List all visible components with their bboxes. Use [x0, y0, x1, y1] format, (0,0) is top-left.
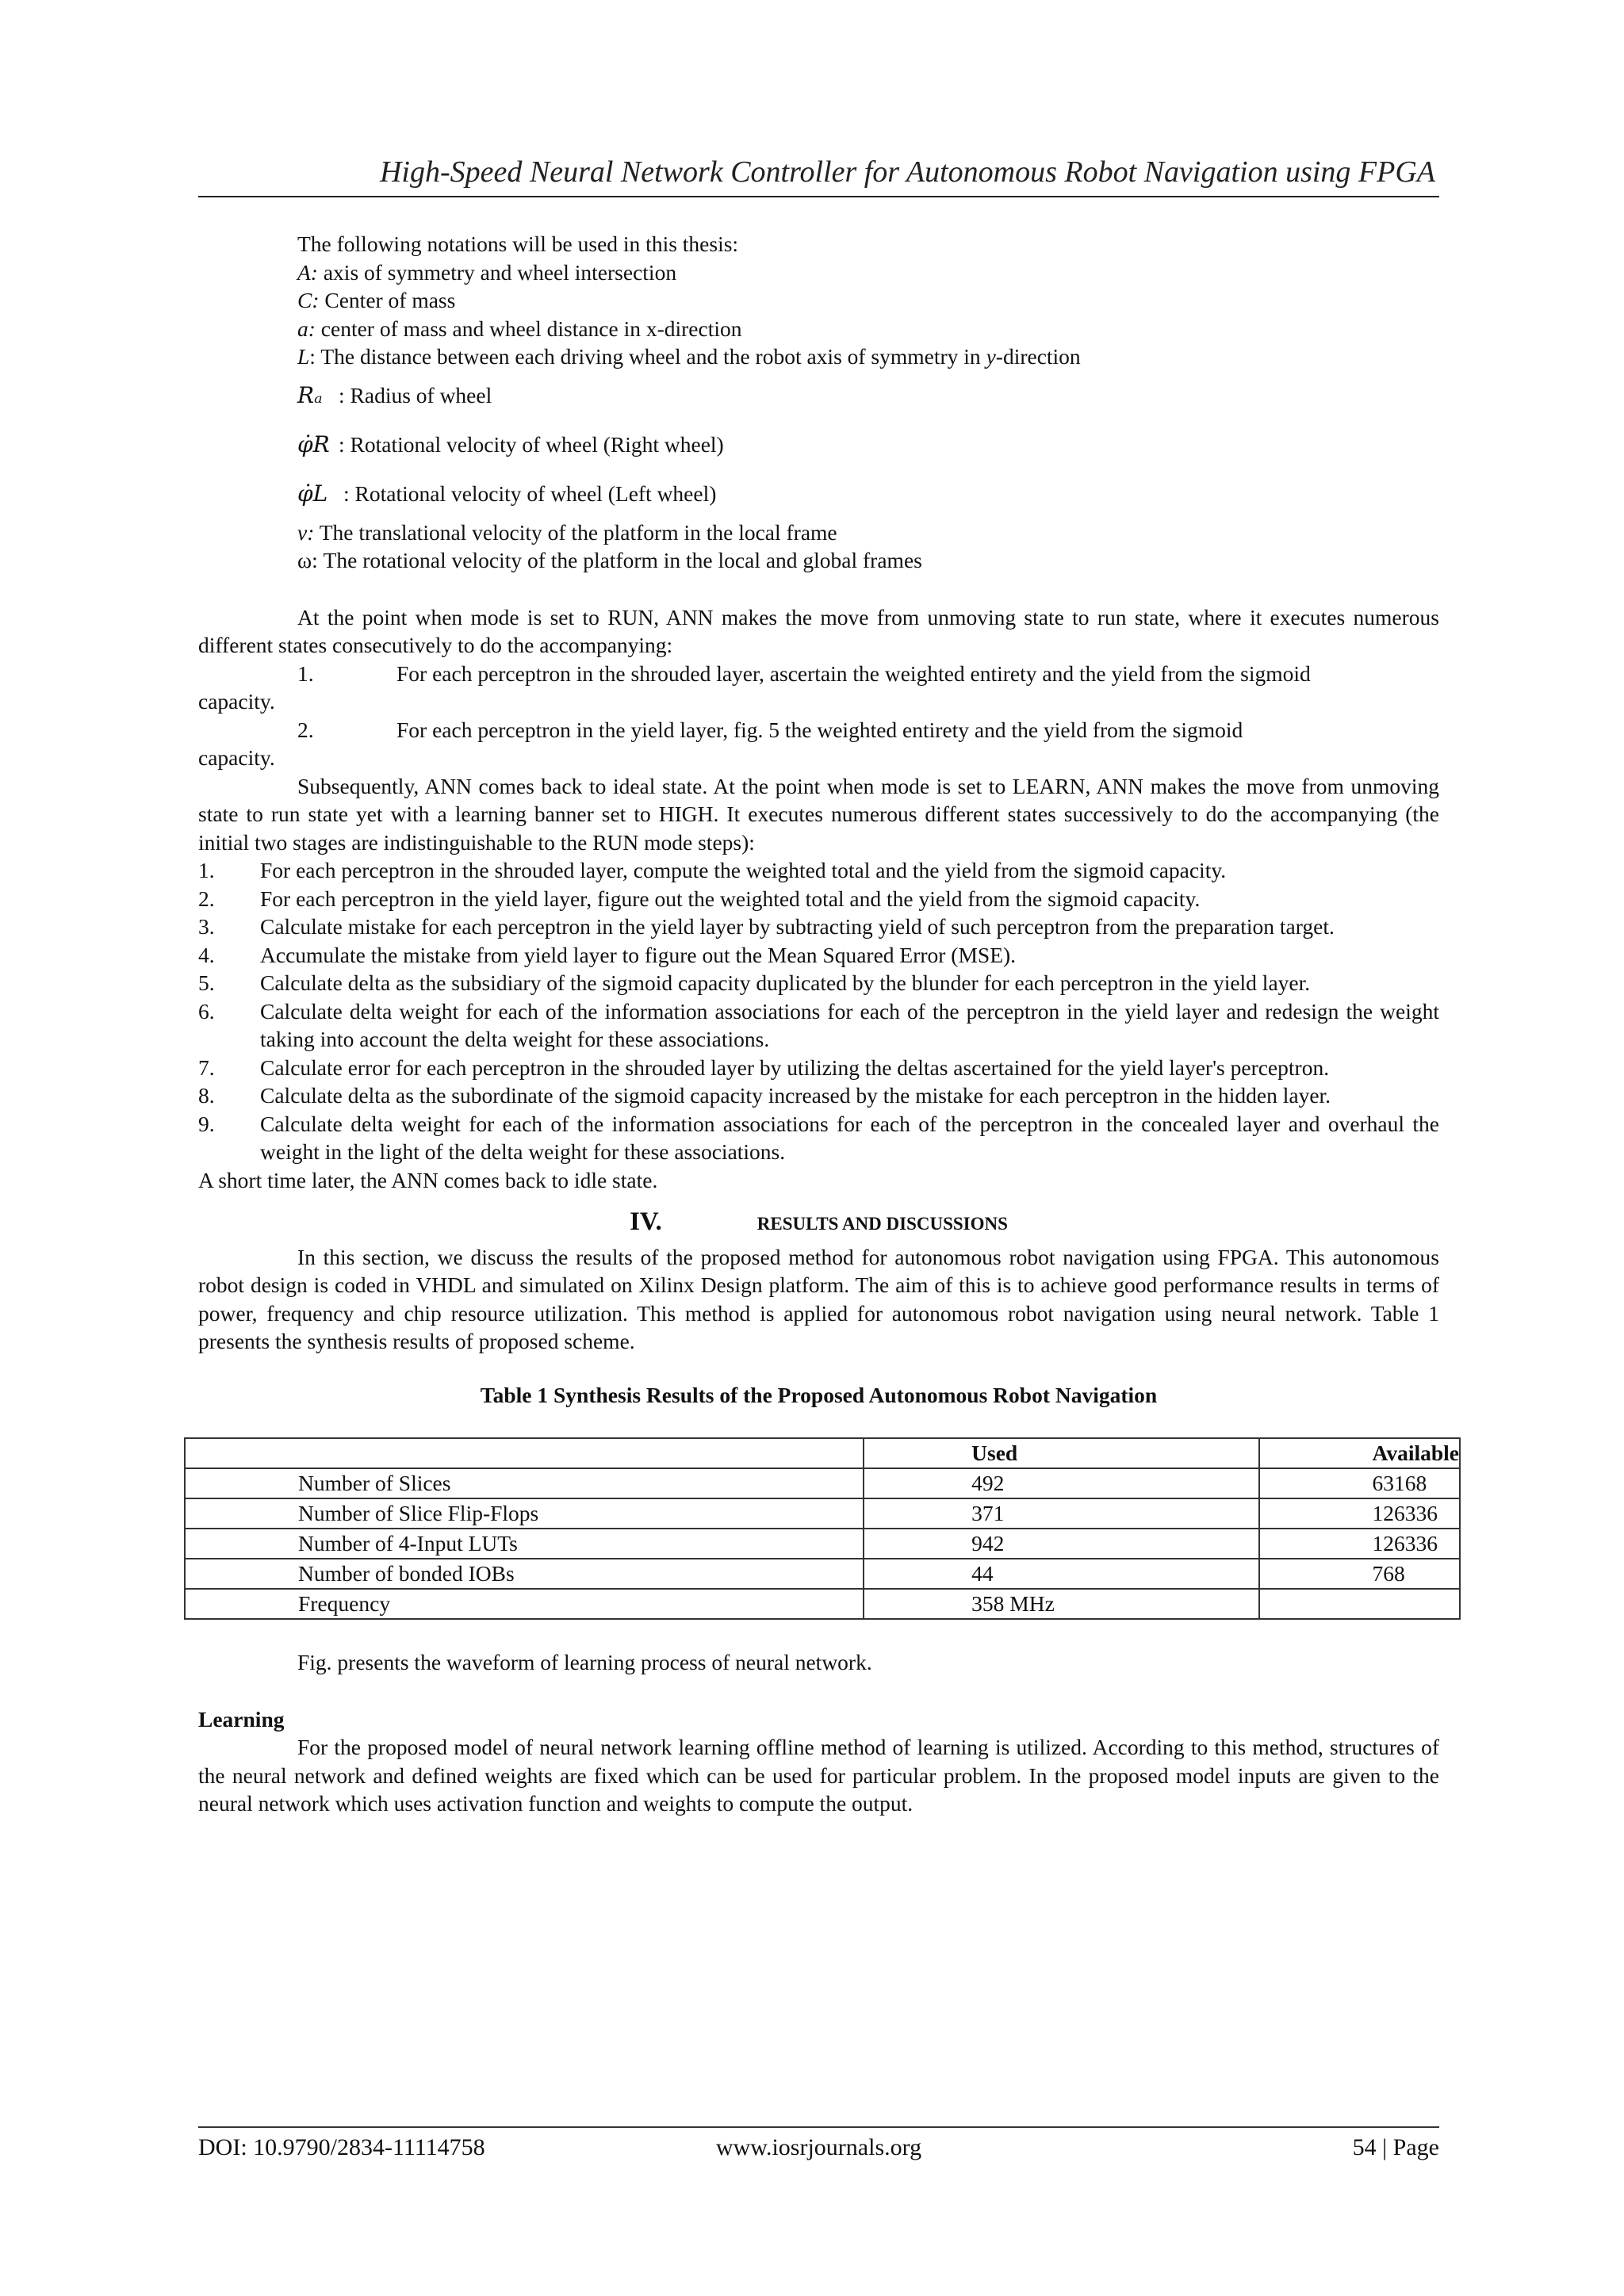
table-row [185, 1468, 1460, 1498]
table-row [185, 1589, 1460, 1619]
table-cell: 942 [864, 1529, 1258, 1559]
list-item: 1. For each perceptron in the shrouded layer, compute the weighted total and the yield from the sigmoid capacity. [198, 858, 1227, 882]
table-cell: 63168 [1259, 1468, 1461, 1498]
learn-mode-paragraph: Subsequently, ANN comes back to ideal state. At the point when mode is set to LEARN, ANN makes the move from unmoving state to run state yet with a learning banner set to HIGH. It executes numerous different states successively to do the accompanying (the initial two stages are indistinguishable to the RUN mode steps): [198, 773, 1439, 855]
section-heading [198, 1208, 1439, 1238]
notation-phiR: φ̇R : Rotational velocity of wheel (Right wheel) [297, 420, 1439, 469]
list-item: 6. Calculate delta weight for each of the information associations for each of the perceptron in the yield layer and redesign the weight taking into account the delta weight for these associations. [198, 998, 1439, 1051]
run-mode-paragraph: At the point when mode is set to RUN, ANN makes the move from unmoving state to run state, where it executes numerous different states consecutively to do the accompanying: [198, 604, 1439, 657]
table-cell: Number of Slices [185, 1468, 864, 1498]
ra-symbol: Rₐ [297, 381, 323, 408]
footer-rule [198, 2126, 1439, 2128]
table-caption: Table 1 Synthesis Results of the Proposed Autonomous Robot Navigation [480, 1382, 1158, 1407]
table-cell [1259, 1589, 1461, 1619]
list-item: 7. Calculate error for each perceptron in the shrouded layer by utilizing the deltas ascertained for the yield layer's perceptron. [198, 1054, 1330, 1080]
list-item: 9. Calculate delta weight for each of the information associations for each of the perceptron in the concealed layer and overhaul the weight in the light of the delta weight for these associations. [198, 1111, 1439, 1164]
table-row [185, 1498, 1460, 1529]
list-item: 5. Calculate delta as the subsidiary of the sigmoid capacity duplicated by the blunder for each perceptron in the yield layer. [198, 970, 1311, 995]
section-title: RESULTS AND DISCUSSIONS [756, 1214, 1008, 1234]
table-cell: Number of Slice Flip-Flops [185, 1498, 864, 1529]
running-header: High-Speed Neural Network Controller for Autonomous Robot Navigation using FPGA [379, 155, 1435, 189]
figure-reference: Fig. presents the waveform of learning process of neural network. [297, 1650, 872, 1674]
phi-l-symbol: φ̇L [297, 480, 328, 507]
list-item: 2. For each perceptron in the yield layer, figure out the weighted total and the yield from the sigmoid capacity. [198, 886, 1201, 911]
notation-L: L: The distance between each driving wheel and the robot axis of symmetry in y-direction [297, 344, 1081, 369]
section-number: IV. [630, 1207, 662, 1236]
notation-a: a: center of mass and wheel distance in x-direction [297, 316, 742, 341]
list-item: 8. Calculate delta as the subordinate of the sigmoid capacity increased by the mistake for each perceptron in the hidden layer. [198, 1083, 1331, 1108]
table-cell: 371 [864, 1498, 1258, 1529]
table-cell: 126336 [1259, 1529, 1461, 1559]
run-step-1: 1. For each perceptron in the shrouded layer, ascertain the weighted entirety and the yield from the sigmoid [297, 660, 1311, 686]
run-step-2-tail: capacity. [198, 745, 275, 770]
table-row [185, 1529, 1460, 1559]
learning-paragraph: For the proposed model of neural network learning offline method of learning is utilized. According to this method, structures of the neural network and defined weights are fixed which can be used for particular problem. In the proposed model inputs are given to the neural network which uses activation function and weights to compute the output. [198, 1735, 1439, 1816]
run-step-1-tail: capacity. [198, 689, 275, 714]
results-paragraph: In this section, we discuss the results of the proposed method for autonomous robot navigation using FPGA. This autonomous robot design is coded in VHDL and simulated on Xilinx Design platform. The aim of this is to achieve good performance results in terms of power, frequency and chip resource utilization. This method is applied for autonomous robot navigation using neural network. Table 1 presents the synthesis results of proposed scheme. [198, 1244, 1439, 1353]
table-header-cell: Used [864, 1438, 1258, 1468]
synthesis-table [184, 1437, 1461, 1620]
notation-intro: The following notations will be used in this thesis: [297, 232, 739, 256]
table-cell: Frequency [185, 1589, 864, 1619]
notation-v: v: The translational velocity of the platform in the local frame [297, 519, 837, 545]
header-rule [198, 196, 1439, 197]
table-cell: 44 [864, 1559, 1258, 1589]
run-steps [198, 660, 1439, 772]
table-header-cell: Available [1259, 1438, 1461, 1468]
run-step-2: 2. For each perceptron in the yield layer, fig. 5 the weighted entirety and the yield from the sigmoid [297, 717, 1243, 742]
table-header-cell [185, 1438, 864, 1468]
idle-paragraph: A short time later, the ANN comes back to idle state. [198, 1167, 658, 1192]
table-cell: 768 [1259, 1559, 1461, 1589]
learning-heading: Learning [198, 1706, 285, 1732]
list-item: 4. Accumulate the mistake from yield layer to figure out the Mean Squared Error (MSE). [198, 942, 1017, 967]
notation-list [198, 230, 1439, 575]
footer-page-number: 54 | Page [1352, 2134, 1439, 2160]
table-header-row [185, 1438, 1460, 1468]
footer-website: www.iosrjournals.org [715, 2134, 922, 2160]
notation-A: A: axis of symmetry and wheel intersection [297, 259, 677, 285]
list-item: 3. Calculate mistake for each perceptron in the yield layer by subtracting yield of such perceptron from the preparation target. [198, 914, 1335, 939]
phi-r-symbol: φ̇R [297, 430, 330, 457]
table-row [185, 1559, 1460, 1589]
table-cell: Number of bonded IOBs [185, 1559, 864, 1589]
table-cell: Number of 4-Input LUTs [185, 1529, 864, 1559]
footer-doi: DOI: 10.9790/2834-11114758 [198, 2134, 485, 2160]
learn-steps-list [198, 856, 1439, 1166]
notation-phiL: φ̇L : Rotational velocity of wheel (Left wheel) [297, 469, 1439, 519]
table-cell: 126336 [1259, 1498, 1461, 1529]
notation-omega: ω: The rotational velocity of the platform in the local and global frames [297, 548, 922, 572]
table-cell: 358 MHz [864, 1589, 1258, 1619]
notation-Ra: Rₐ : Radius of wheel [297, 371, 1439, 420]
notation-C: C: Center of mass [297, 288, 456, 312]
table-cell: 492 [864, 1468, 1258, 1498]
body-content [198, 230, 1459, 1818]
